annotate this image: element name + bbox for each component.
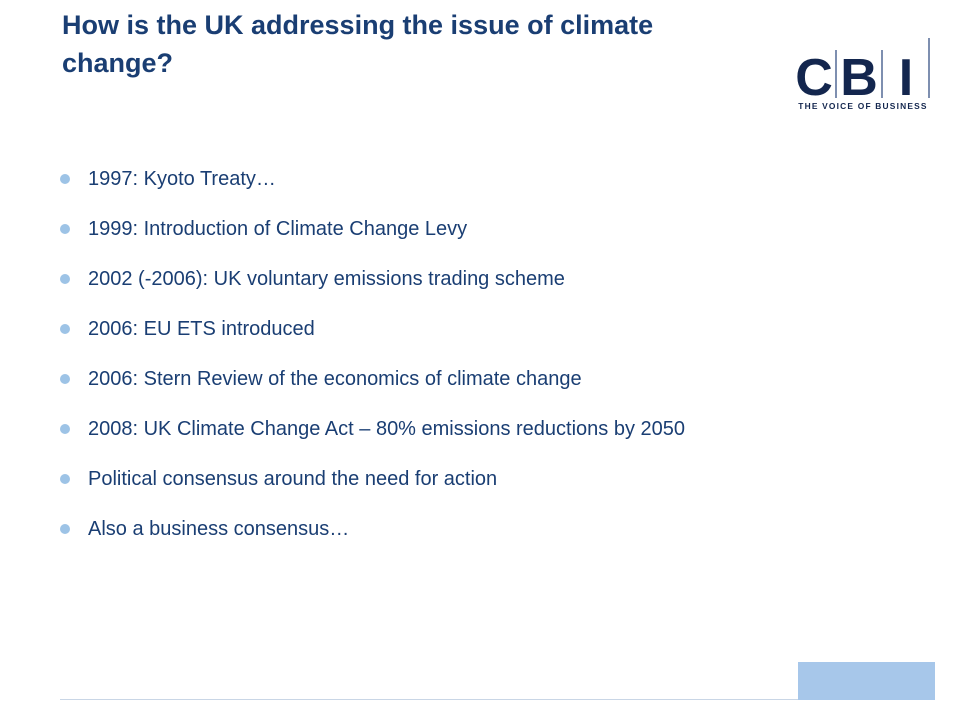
bullet-item: [60, 464, 685, 514]
bullet-dot-icon: [60, 224, 70, 234]
bullet-dot-icon: [60, 274, 70, 284]
bullet-text: 2006: EU ETS introduced: [88, 318, 315, 340]
bullet-dot-icon: [60, 474, 70, 484]
logo-tagline: THE VOICE OF BUSINESS: [798, 101, 928, 111]
bullet-item: [60, 264, 685, 314]
logo-letter-c: C: [795, 49, 833, 107]
bullet-text: Political consensus around the need for action: [88, 468, 498, 490]
bullet-text: 1999: Introduction of Climate Change Levy: [88, 218, 468, 240]
bullet-dot-icon: [60, 424, 70, 434]
footer-divider: [60, 699, 798, 700]
bullet-text: 2008: UK Climate Change Act – 80% emissions reductions by 2050: [88, 418, 686, 440]
bullet-item: [60, 214, 685, 264]
bullet-item: [60, 314, 685, 364]
bullet-text: 2002 (-2006): UK voluntary emissions trading scheme: [88, 268, 565, 290]
bullet-item: [60, 364, 685, 414]
cbi-logo: [793, 38, 935, 112]
logo-letter-b: B: [840, 49, 878, 107]
slide-title: How is the UK addressing the issue of climate change?: [62, 10, 654, 78]
bullet-text: Also a business consensus…: [88, 518, 350, 540]
cbi-logo-graphic: [793, 38, 935, 112]
bullet-text: 2006: Stern Review of the economics of climate change: [88, 368, 582, 390]
logo-letter-i: I: [898, 49, 914, 107]
bullet-dot-icon: [60, 524, 70, 534]
bullet-item: [60, 164, 685, 214]
bullet-list: [60, 164, 685, 564]
bullet-dot-icon: [60, 324, 70, 334]
footer-accent-block: [798, 662, 935, 700]
bullet-text: 1997: Kyoto Treaty…: [88, 168, 276, 190]
bullet-item: [60, 414, 685, 464]
bullet-dot-icon: [60, 174, 70, 184]
bullet-dot-icon: [60, 374, 70, 384]
bullet-item: [60, 514, 685, 564]
